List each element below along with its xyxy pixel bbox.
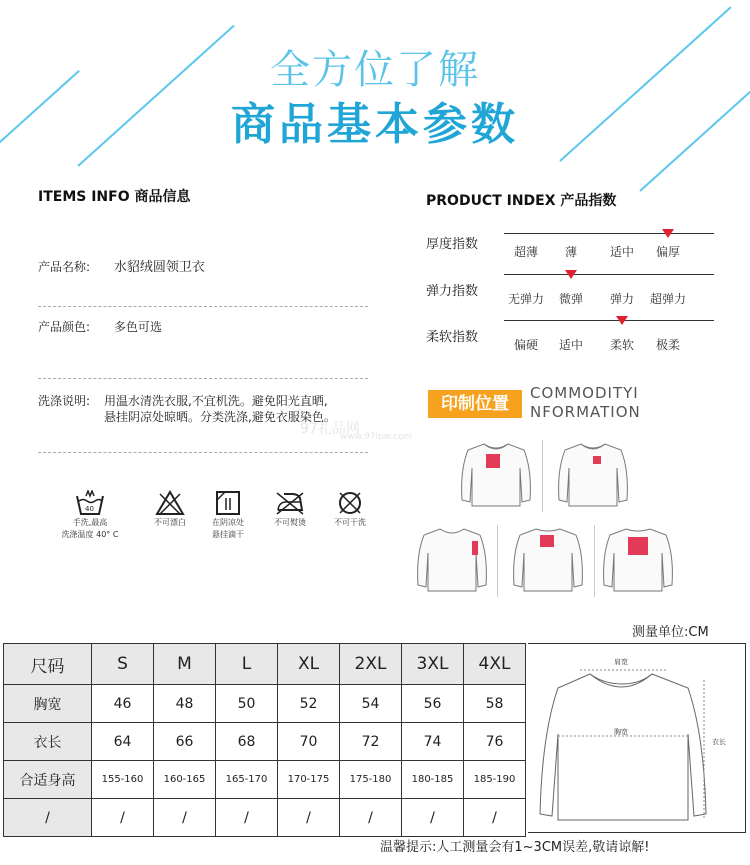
size-table bbox=[3, 643, 526, 837]
table-header-cell: 4XL bbox=[464, 644, 526, 685]
table-cell: 48 bbox=[154, 685, 216, 723]
index-row bbox=[426, 233, 716, 273]
measurement-unit: 测量单位:CM bbox=[632, 625, 709, 640]
index-scale-label: 无弹力 bbox=[507, 292, 545, 306]
table-cell: 175-180 bbox=[340, 761, 402, 799]
care-icons bbox=[60, 490, 380, 550]
measurement-note: 温馨提示:人工测量会有1~3CM误差,敬请谅解! bbox=[380, 840, 650, 855]
no-dry-clean-icon bbox=[336, 490, 364, 516]
table-cell: 170-175 bbox=[278, 761, 340, 799]
table-cell: 50 bbox=[216, 685, 278, 723]
index-marker bbox=[565, 270, 577, 279]
index-row bbox=[426, 326, 716, 366]
index-scale-label: 超弹力 bbox=[649, 292, 687, 306]
watermark: 97礼品网 bbox=[300, 421, 360, 437]
divider bbox=[594, 525, 595, 597]
svg-text:40: 40 bbox=[85, 505, 94, 513]
divider bbox=[497, 525, 498, 597]
print-position-badge: 印制位置 bbox=[428, 390, 522, 418]
table-cell: 76 bbox=[464, 723, 526, 761]
table-cell: 56 bbox=[402, 685, 464, 723]
care-caption: 不可熨烫 bbox=[274, 518, 306, 527]
index-scale-label: 极柔 bbox=[655, 338, 681, 352]
table-row-label: 胸宽 bbox=[4, 685, 92, 723]
print-position-subtitle-line2: NFORMATION bbox=[530, 403, 641, 421]
table-cell: 74 bbox=[402, 723, 464, 761]
care-item bbox=[310, 490, 390, 528]
index-scale-bar bbox=[504, 233, 714, 234]
table-row bbox=[4, 723, 526, 761]
product-name-value: 水貂绒圆领卫衣 bbox=[113, 260, 205, 275]
index-row-name: 弹力指数 bbox=[426, 284, 479, 299]
table-cell: 185-190 bbox=[464, 761, 526, 799]
product-name-row bbox=[38, 256, 368, 275]
divider bbox=[38, 452, 368, 453]
index-scale-label: 柔软 bbox=[609, 338, 635, 352]
print-position-subtitle-line1: COMMODITYI bbox=[530, 384, 639, 402]
index-row-name: 厚度指数 bbox=[426, 237, 479, 252]
diagram-label-chest: 胸宽 bbox=[614, 728, 628, 736]
table-cell: 72 bbox=[340, 723, 402, 761]
page-title-line2: 商品基本参数 bbox=[231, 99, 519, 150]
index-marker bbox=[662, 229, 674, 238]
index-scale-label: 薄 bbox=[564, 245, 578, 259]
line-dry-shade-icon bbox=[215, 490, 241, 516]
table-row bbox=[4, 761, 526, 799]
index-scale-bar bbox=[504, 320, 714, 321]
sweatshirt-sleeve-icon bbox=[414, 525, 490, 595]
table-row-label: / bbox=[4, 799, 92, 837]
wash-text-line1: 用温水清洗衣服,不宜机洗。避免阳光直晒, bbox=[104, 394, 328, 408]
watermark-url: www.97lpw.com bbox=[340, 432, 413, 442]
care-item bbox=[50, 490, 130, 540]
care-caption: 在阴凉处 bbox=[212, 518, 244, 527]
index-scale-label: 偏厚 bbox=[655, 245, 681, 259]
index-scale-bar bbox=[504, 274, 714, 275]
table-cell: 160-165 bbox=[154, 761, 216, 799]
divider bbox=[38, 378, 368, 379]
table-cell: 58 bbox=[464, 685, 526, 723]
table-row bbox=[4, 685, 526, 723]
sweatshirt-back-icon bbox=[510, 525, 586, 595]
table-cell: / bbox=[340, 799, 402, 837]
product-name-label: 产品名称: bbox=[38, 260, 91, 274]
sweatshirt-outline-icon bbox=[528, 644, 744, 832]
care-caption: 手洗,最高 bbox=[72, 518, 108, 527]
page-title-line1: 全方位了解 bbox=[270, 47, 480, 93]
divider bbox=[542, 440, 543, 512]
care-caption: 悬挂滴干 bbox=[212, 530, 244, 539]
diagram-label-length: 衣长 bbox=[712, 738, 726, 746]
product-color-label: 产品颜色: bbox=[38, 320, 91, 334]
table-header-cell: L bbox=[216, 644, 278, 685]
index-row-name: 柔软指数 bbox=[426, 330, 479, 345]
index-scale-label: 适中 bbox=[558, 338, 584, 352]
print-position-subtitle bbox=[530, 384, 641, 422]
no-iron-icon bbox=[274, 490, 306, 516]
table-row bbox=[4, 799, 526, 837]
product-color-row bbox=[38, 318, 368, 335]
product-color-value: 多色可选 bbox=[113, 320, 162, 334]
table-cell: / bbox=[92, 799, 154, 837]
index-scale-label: 偏硬 bbox=[513, 338, 539, 352]
care-caption: 洗涤温度 40° C bbox=[61, 530, 119, 539]
care-caption: 不可干洗 bbox=[334, 518, 366, 527]
care-caption: 不可漂白 bbox=[154, 518, 186, 527]
wash-text-line2: 悬挂阴凉处晾晒。分类洗涤,避免衣服染色。 bbox=[104, 410, 336, 424]
table-cell: / bbox=[154, 799, 216, 837]
table-cell: 64 bbox=[92, 723, 154, 761]
table-cell: / bbox=[402, 799, 464, 837]
table-cell: 66 bbox=[154, 723, 216, 761]
table-header-row bbox=[4, 644, 526, 685]
table-cell: 52 bbox=[278, 685, 340, 723]
table-cell: 180-185 bbox=[402, 761, 464, 799]
measurement-diagram bbox=[528, 643, 746, 833]
sweatshirt-back-center-icon bbox=[600, 525, 676, 595]
index-scale-label: 弹力 bbox=[609, 292, 635, 306]
table-cell: / bbox=[216, 799, 278, 837]
divider bbox=[38, 306, 368, 307]
wash-label: 洗涤说明: bbox=[38, 394, 91, 408]
table-header-cell: XL bbox=[278, 644, 340, 685]
table-row-label: 合适身高 bbox=[4, 761, 92, 799]
table-row-label: 衣长 bbox=[4, 723, 92, 761]
diagram-label-shoulder: 肩宽 bbox=[614, 658, 628, 666]
table-cell: 70 bbox=[278, 723, 340, 761]
no-bleach-icon bbox=[155, 490, 185, 516]
product-index-heading: PRODUCT INDEX 产品指数 bbox=[426, 193, 617, 209]
hand-wash-icon bbox=[75, 490, 105, 516]
table-cell: 68 bbox=[216, 723, 278, 761]
sweatshirt-front-chest-small-icon bbox=[555, 440, 631, 510]
index-scale-label: 超薄 bbox=[513, 245, 539, 259]
index-marker bbox=[616, 316, 628, 325]
table-cell: 54 bbox=[340, 685, 402, 723]
index-scale-label: 适中 bbox=[609, 245, 635, 259]
table-cell: / bbox=[278, 799, 340, 837]
table-header-cell: S bbox=[92, 644, 154, 685]
index-row bbox=[426, 280, 716, 320]
table-header-cell: 3XL bbox=[402, 644, 464, 685]
table-cell: 155-160 bbox=[92, 761, 154, 799]
items-info-heading: ITEMS INFO 商品信息 bbox=[38, 189, 191, 205]
table-header-cell: 2XL bbox=[340, 644, 402, 685]
index-scale-label: 微弹 bbox=[558, 292, 584, 306]
table-cell: 46 bbox=[92, 685, 154, 723]
sweatshirt-front-chest-left-icon bbox=[458, 440, 534, 510]
table-header-cell: M bbox=[154, 644, 216, 685]
table-cell: 165-170 bbox=[216, 761, 278, 799]
table-cell: / bbox=[464, 799, 526, 837]
table-header-cell: 尺码 bbox=[4, 644, 92, 685]
